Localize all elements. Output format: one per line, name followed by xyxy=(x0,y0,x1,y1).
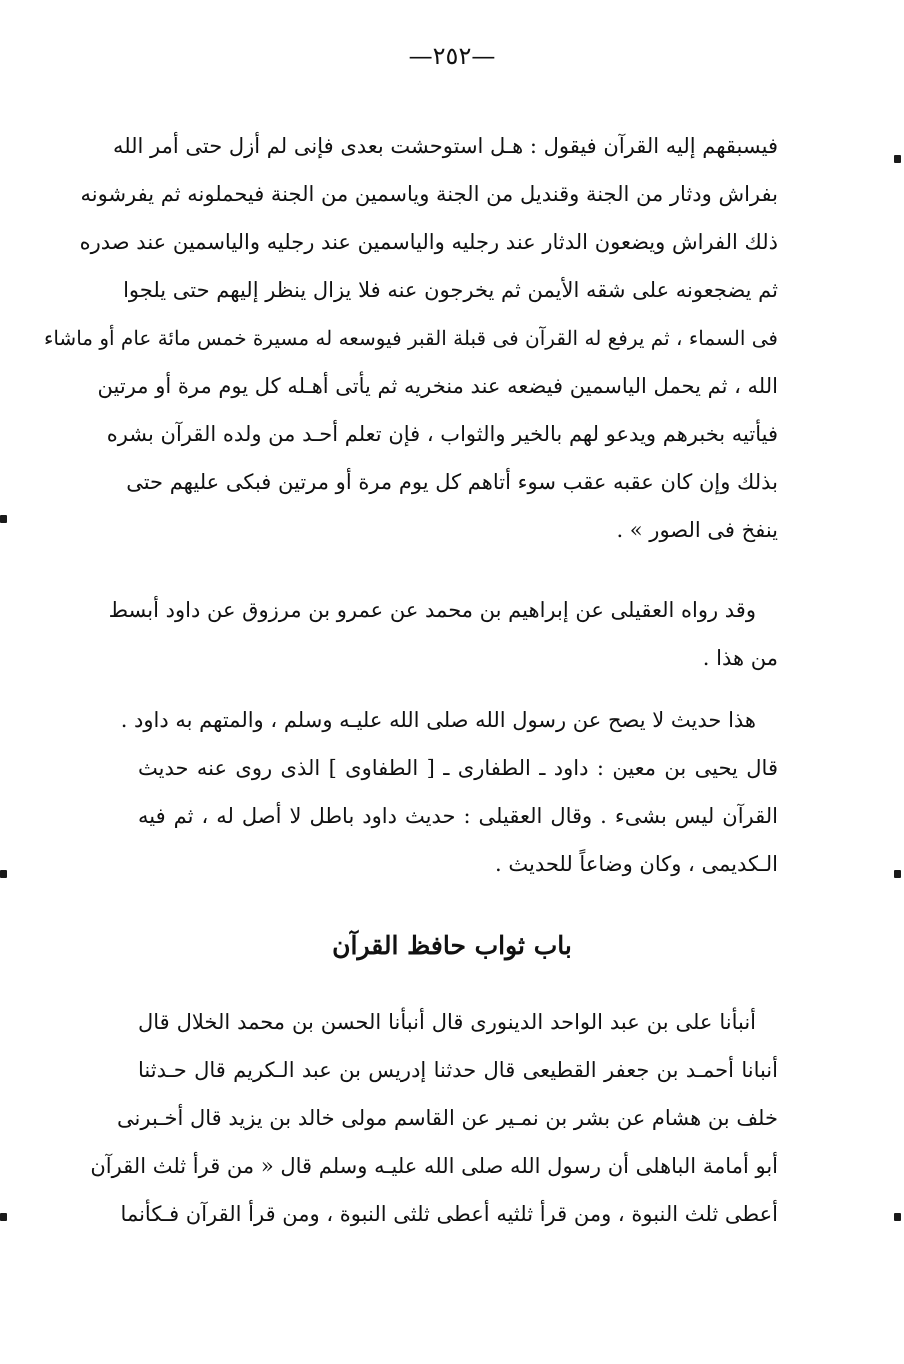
text-line: من هذا . xyxy=(702,646,778,670)
text-line: ينفخ فى الصور » . xyxy=(616,518,778,542)
margin-mark xyxy=(894,870,901,878)
text-line: الـكديمى ، وكان وضاعاً للحديث . xyxy=(495,852,778,876)
text-line: بفراش ودثار من الجنة وقنديل من الجنة وياسمين من الجنة فيحملونه ثم يفرشونه xyxy=(80,182,778,206)
text-line: ثم يضجعونه على شقه الأيمن ثم يخرجون عنه فلا يزال ينظر إليهم حتى يلجوا xyxy=(123,278,778,302)
text-line: قال يحيى بن معين : داود ـ الطفارى ـ [ الطفاوى ] الذى روى عنه حديث xyxy=(138,756,778,780)
margin-mark xyxy=(0,1213,7,1221)
text-line: وقد رواه العقيلى عن إبراهيم بن محمد عن عمرو بن مرزوق عن داود أبسط xyxy=(108,598,756,622)
text-line: هذا حديث لا يصح عن رسول الله صلى الله عليـه وسلم ، والمتهم به داود . xyxy=(120,708,756,732)
text-line: خلف بن هشام عن بشر بن نمـير عن القاسم مولى خالد بن يزيد قال أخـبرنى xyxy=(117,1106,778,1130)
text-line: ذلك الفراش ويضعون الدثار عند رجليه والياسمين عند رجليه والياسمين عند صدره xyxy=(79,230,778,254)
paragraph-4 xyxy=(90,998,778,1238)
margin-mark xyxy=(0,870,7,878)
paragraph-2 xyxy=(108,586,778,682)
text-line: الله ، ثم يحمل الياسمين فيضعه عند منخريه ثم يأتى أهـله كل يوم مرة أو مرتين xyxy=(97,374,778,398)
text-line: القرآن ليس بشىء . وقال العقيلى : حديث داود باطل لا أصل له ، ثم فيه xyxy=(138,804,778,828)
text-line: أعطى ثلث النبوة ، ومن قرأ ثلثيه أعطى ثلثى النبوة ، ومن قرأ القرآن فـكأنما xyxy=(120,1202,778,1226)
margin-mark xyxy=(894,155,901,163)
text-line: أبو أمامة الباهلى أن رسول الله صلى الله عليـه وسلم قال « من قرأ ثلث القرآن xyxy=(90,1154,778,1178)
margin-mark xyxy=(0,515,7,523)
text-line: فيسبقهم إليه القرآن فيقول : هـل استوحشت بعدى فإنى لم أزل حتى أمر الله xyxy=(112,134,778,158)
section-heading: باب ثواب حافظ القرآن xyxy=(332,931,572,960)
paragraph-1 xyxy=(43,122,778,554)
text-line: أنبأنا على بن عبد الواحد الدينورى قال أنبأنا الحسن بن محمد الخلال قال xyxy=(138,1010,756,1034)
text-line: فيأتيه بخبرهم ويدعو لهم بالخير والثواب ، فإن تعلم أحـد من ولده القرآن بشره xyxy=(106,422,778,446)
page-number: —٢٥٢— xyxy=(408,42,496,70)
paragraph-3 xyxy=(120,696,778,888)
margin-mark xyxy=(894,1213,901,1221)
text-line: بذلك وإن كان عقبه عقب سوء أتاهم كل يوم مرة أو مرتين فبكى عليهم حتى xyxy=(126,470,778,494)
text-line: فى السماء ، ثم يرفع له القرآن فى قبلة القبر فيوسعه له مسيرة خمس مائة عام أو ماشاء xyxy=(43,326,778,350)
text-line: أنبانا أحمـد بن جعفر القطيعى قال حدثنا إدريس بن عبد الـكريم قال حـدثنا xyxy=(138,1058,778,1082)
